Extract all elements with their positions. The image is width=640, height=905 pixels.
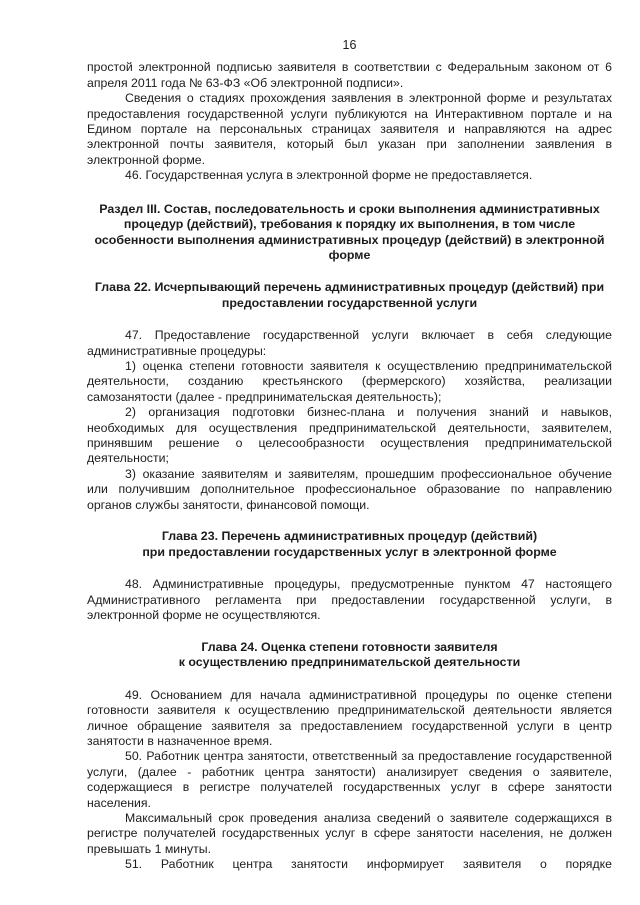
paragraph: 47. Предоставление государственной услуги включает в себя следующие административные процедуры: [87,328,612,358]
chapter-heading-line: Глава 24. Оценка степени готовности заявителя [201,639,498,654]
paragraph: 46. Государственная услуга в электронной форме не предоставляется. [125,168,533,183]
paragraph: 49. Основанием для начала административной процедуры по оценке степени готовности заявителя к осуществлению предпринимательской деятельности является личное обращение заявителя за предоставлением государственной услуги в центр занятости в назначенное время. [87,687,612,748]
section-heading: Раздел III. Состав, последовательность и сроки выполнения административных процедур (действий), требования к порядку их выполнения, в том числе особенности выполнения административных процедур (действий) в электронной форме [94,201,605,263]
paragraph: 48. Административные процедуры, предусмотренные пунктом 47 настоящего Административного регламента при предоставлении государственной услуги, в электронной форме не осуществляются. [87,577,612,623]
chapter-heading: Глава 22. Исчерпывающий перечень административных процедур (действий) при предоставлении государственной услуги [94,280,605,310]
chapter-heading-line: к осуществлению предпринимательской деятельности [178,655,521,670]
list-item: 3) оказание заявителям и заявителям, прошедшим профессиональное обучение или получившим дополнительное профессиональное образование по направлению органов службы занятости, финансовой помощи. [87,466,612,512]
chapter-heading [87,640,612,671]
chapter-heading-line: при предоставлении государственных услуг в электронной форме [142,544,557,559]
paragraph: простой электронной подписью заявителя в соответствии с Федеральным законом от 6 апреля 2011 года № 63-ФЗ «Об электронной подписи». [87,60,612,90]
paragraph: Максимальный срок проведения анализа сведений о заявителе содержащихся в регистре получателей государственных услуг в сфере занятости населения, не должен превышать 1 минуты. [87,810,612,856]
list-item: 2) организация подготовки бизнес-плана и получения знаний и навыков, необходимых для осуществления предпринимательской деятельности, заявителем, принявшим решение о целесообразности осуществления предпринимательской деятельности; [87,405,612,466]
list-item: 1) оценка степени готовности заявителя к осуществлению предпринимательской деятельности, созданию крестьянского (фермерского) хозяйства, реализации самозанятости (далее - предпринимательская деятельность); [87,359,612,404]
chapter-heading [87,529,612,560]
paragraph: 51. Работник центра занятости информирует заявителя о порядке [125,857,612,872]
chapter-heading-line: Глава 23. Перечень административных процедур (действий) [161,529,538,544]
paragraph: Сведения о стадиях прохождения заявления в электронной форме и результатах предоставления государственной услуги публикуются на Интерактивном портале и на Едином портале на персональных страницах заявителя и направляются на адрес электронной почты заявителя, который был указан при заполнении заявления в электронной форме. [87,91,612,167]
page-number: 16 [342,38,357,52]
paragraph: 50. Работник центра занятости, ответственный за предоставление государственной услуги, (далее - работник центра занятости) анализирует сведения о заявителе, содержащиеся в регистре получателей государственных услуг в сфере занятости населения. [87,749,612,810]
